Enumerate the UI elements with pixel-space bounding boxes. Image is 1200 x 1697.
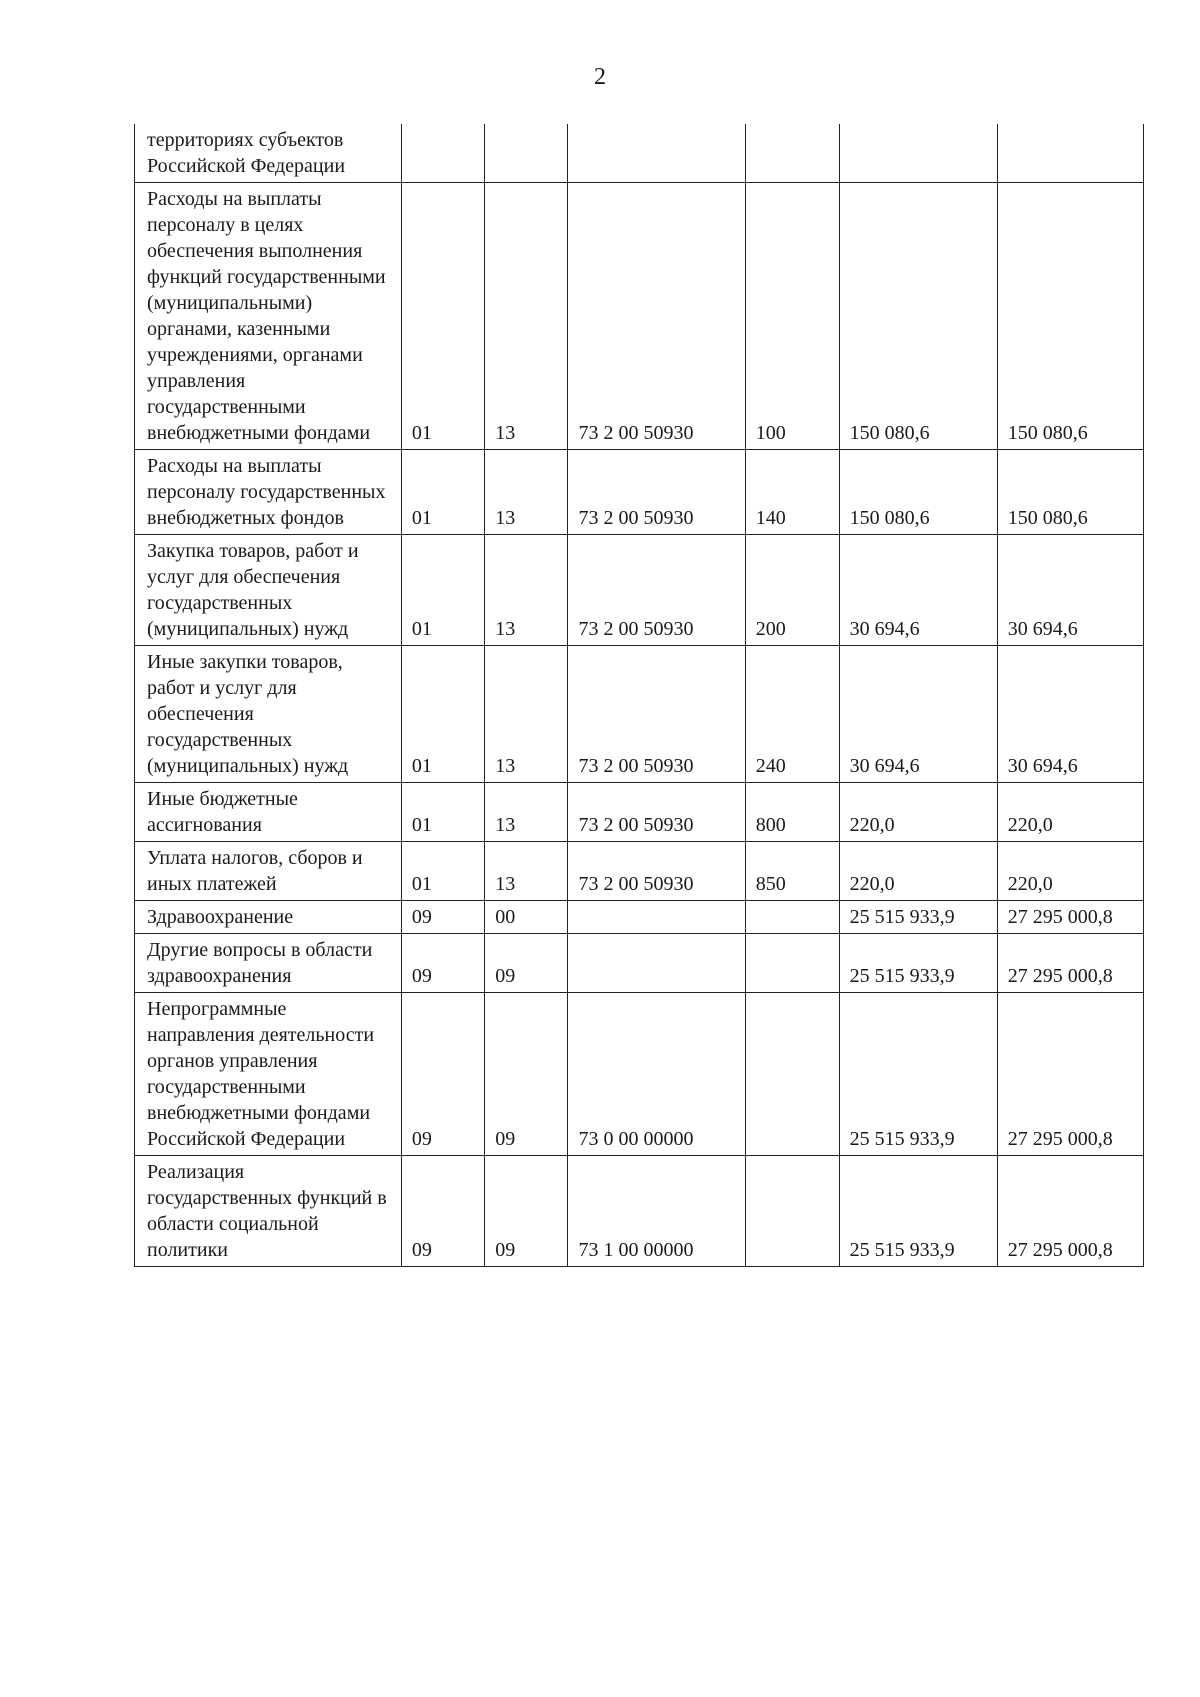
table-row (135, 934, 1144, 993)
vr-cell: 200 (745, 535, 839, 646)
page-number: 2 (594, 64, 606, 90)
row-name: территориях субъектов Российской Федерации (135, 124, 402, 183)
razdel-cell: 09 (401, 901, 484, 934)
podrazdel-cell: 13 (485, 646, 568, 783)
vr-cell (745, 934, 839, 993)
csr-cell: 73 2 00 50930 (568, 450, 745, 535)
row-name: Реализация государственных функций в области социальной политики (135, 1156, 402, 1267)
sum2-cell: 30 694,6 (997, 535, 1143, 646)
vr-cell (745, 901, 839, 934)
row-name: Другие вопросы в области здравоохранения (135, 934, 402, 993)
podrazdel-cell: 09 (485, 934, 568, 993)
row-name: Расходы на выплаты персоналу в целях обеспечения выполнения функций государственными (муниципальными) органами, казенными учреждениями, органами управления государственными внебюджетными фондами (135, 183, 402, 450)
sum2-cell: 27 295 000,8 (997, 934, 1143, 993)
row-name: Закупка товаров, работ и услуг для обеспечения государственных (муниципальных) нужд (135, 535, 402, 646)
table-row (135, 842, 1144, 901)
csr-cell: 73 2 00 50930 (568, 783, 745, 842)
razdel-cell: 01 (401, 535, 484, 646)
csr-cell (568, 901, 745, 934)
csr-cell (568, 124, 745, 183)
vr-cell: 240 (745, 646, 839, 783)
sum1-cell: 25 515 933,9 (839, 993, 997, 1156)
vr-cell: 100 (745, 183, 839, 450)
csr-cell: 73 1 00 00000 (568, 1156, 745, 1267)
table-row (135, 901, 1144, 934)
razdel-cell (401, 124, 484, 183)
csr-cell: 73 2 00 50930 (568, 535, 745, 646)
vr-cell (745, 993, 839, 1156)
vr-cell (745, 1156, 839, 1267)
csr-cell: 73 0 00 00000 (568, 993, 745, 1156)
sum2-cell: 27 295 000,8 (997, 901, 1143, 934)
razdel-cell: 09 (401, 934, 484, 993)
table-row (135, 646, 1144, 783)
podrazdel-cell: 09 (485, 1156, 568, 1267)
sum2-cell (997, 124, 1143, 183)
podrazdel-cell: 13 (485, 183, 568, 450)
sum1-cell: 150 080,6 (839, 450, 997, 535)
budget-table (134, 124, 1144, 1267)
row-name: Непрограммные направления деятельности органов управления государственными внебюджетными фондами Российской Федерации (135, 993, 402, 1156)
podrazdel-cell: 13 (485, 842, 568, 901)
sum1-cell: 25 515 933,9 (839, 934, 997, 993)
csr-cell (568, 934, 745, 993)
razdel-cell: 09 (401, 1156, 484, 1267)
sum2-cell: 27 295 000,8 (997, 993, 1143, 1156)
podrazdel-cell (485, 124, 568, 183)
table-row (135, 1156, 1144, 1267)
razdel-cell: 01 (401, 183, 484, 450)
sum1-cell: 25 515 933,9 (839, 901, 997, 934)
sum1-cell (839, 124, 997, 183)
table-row (135, 783, 1144, 842)
row-name: Здравоохранение (135, 901, 402, 934)
table-row (135, 535, 1144, 646)
csr-cell: 73 2 00 50930 (568, 842, 745, 901)
row-name: Уплата налогов, сборов и иных платежей (135, 842, 402, 901)
row-name: Расходы на выплаты персоналу государственных внебюджетных фондов (135, 450, 402, 535)
table-row (135, 183, 1144, 450)
podrazdel-cell: 13 (485, 783, 568, 842)
sum2-cell: 150 080,6 (997, 450, 1143, 535)
vr-cell: 800 (745, 783, 839, 842)
podrazdel-cell: 13 (485, 535, 568, 646)
sum2-cell: 220,0 (997, 783, 1143, 842)
csr-cell: 73 2 00 50930 (568, 183, 745, 450)
sum1-cell: 150 080,6 (839, 183, 997, 450)
sum1-cell: 220,0 (839, 783, 997, 842)
row-name: Иные закупки товаров, работ и услуг для обеспечения государственных (муниципальных) нужд (135, 646, 402, 783)
sum1-cell: 25 515 933,9 (839, 1156, 997, 1267)
podrazdel-cell: 09 (485, 993, 568, 1156)
vr-cell (745, 124, 839, 183)
razdel-cell: 01 (401, 646, 484, 783)
razdel-cell: 01 (401, 783, 484, 842)
sum2-cell: 220,0 (997, 842, 1143, 901)
sum1-cell: 220,0 (839, 842, 997, 901)
sum2-cell: 150 080,6 (997, 183, 1143, 450)
table-row (135, 450, 1144, 535)
row-name: Иные бюджетные ассигнования (135, 783, 402, 842)
table-row (135, 124, 1144, 183)
csr-cell: 73 2 00 50930 (568, 646, 745, 783)
razdel-cell: 01 (401, 450, 484, 535)
sum2-cell: 27 295 000,8 (997, 1156, 1143, 1267)
table-row (135, 993, 1144, 1156)
sum2-cell: 30 694,6 (997, 646, 1143, 783)
podrazdel-cell: 00 (485, 901, 568, 934)
razdel-cell: 09 (401, 993, 484, 1156)
sum1-cell: 30 694,6 (839, 646, 997, 783)
vr-cell: 850 (745, 842, 839, 901)
sum1-cell: 30 694,6 (839, 535, 997, 646)
podrazdel-cell: 13 (485, 450, 568, 535)
vr-cell: 140 (745, 450, 839, 535)
razdel-cell: 01 (401, 842, 484, 901)
